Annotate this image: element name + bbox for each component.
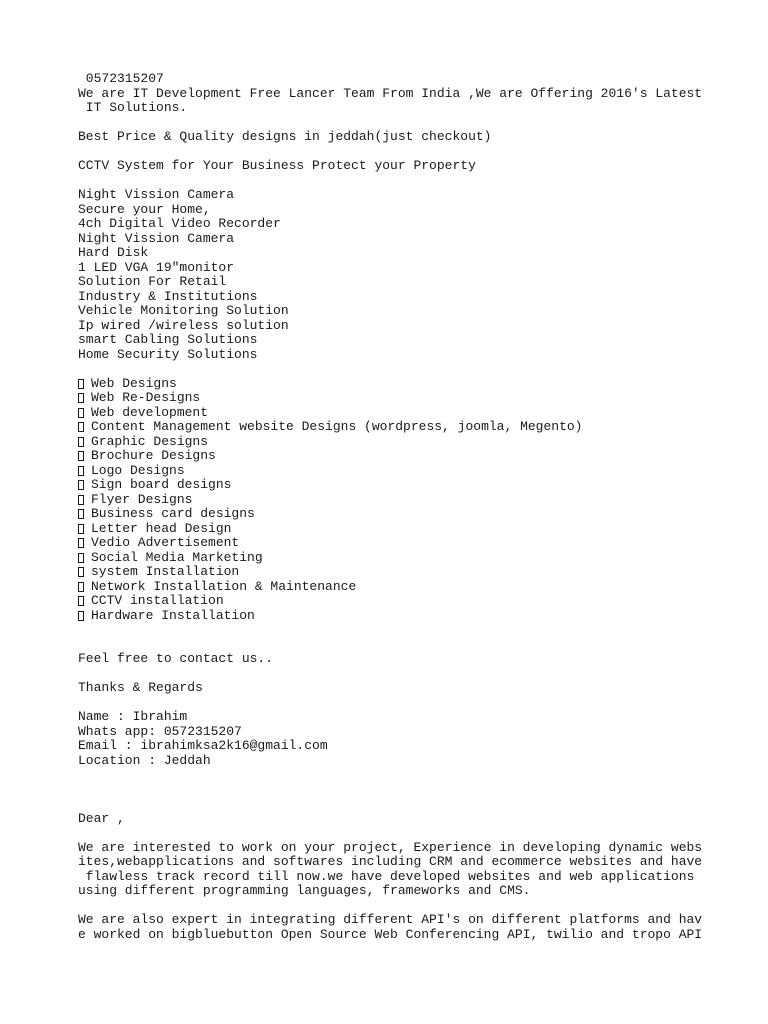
contact-name: Name : Ibrahim — [78, 709, 188, 724]
service-item: Sign board designs — [78, 478, 758, 493]
service-item: Social Media Marketing — [78, 551, 758, 566]
document-page — [78, 72, 758, 942]
checkbox-glyph-icon — [78, 466, 84, 476]
cctv-item: Night Vission Camera — [78, 187, 235, 202]
checkbox-glyph-icon — [78, 509, 84, 519]
service-item: system Installation — [78, 565, 758, 580]
service-item: CCTV installation — [78, 594, 758, 609]
service-item: Network Installation & Maintenance — [78, 580, 758, 595]
service-item: Web development — [78, 406, 758, 421]
service-item: Logo Designs — [78, 464, 758, 479]
checkbox-glyph-icon — [78, 480, 84, 490]
checkbox-glyph-icon — [78, 596, 84, 606]
intro-line-2: IT Solutions. — [78, 100, 188, 115]
checkbox-glyph-icon — [78, 437, 84, 447]
paragraph-line: We are interested to work on your project, Experience in developing dynamic webs — [78, 839, 703, 855]
paragraph-line: We are also expert in integrating different API's on different platforms and hav — [78, 912, 703, 927]
regards: Thanks & Regards — [78, 680, 203, 695]
service-item: Vedio Advertisement — [78, 536, 758, 551]
tagline: Best Price & Quality designs in jeddah(just checkout) — [78, 129, 492, 144]
cctv-item: Vehicle Monitoring Solution — [78, 303, 289, 318]
cctv-item: Night Vission Camera — [78, 230, 235, 246]
cctv-item: Secure your Home, — [78, 201, 211, 217]
checkbox-glyph-icon — [78, 524, 84, 534]
phone-number: 0572315207 — [78, 71, 164, 86]
cctv-item: Home Security Solutions — [78, 346, 258, 362]
cctv-heading: CCTV System for Your Business Protect your Property — [78, 158, 476, 173]
service-item: Letter head Design — [78, 522, 758, 537]
cctv-item: smart Cabling Solutions — [78, 332, 258, 347]
contact-email: Email : ibrahimksa2k16@gmail.com — [78, 738, 328, 753]
checkbox-glyph-icon — [78, 553, 84, 563]
service-item: Brochure Designs — [78, 449, 758, 464]
letter-paragraph-1 — [78, 841, 758, 899]
paragraph-line: using different programming languages, frameworks and CMS. — [78, 883, 531, 898]
cctv-item: Hard Disk — [78, 245, 149, 260]
paragraph-line: e worked on bigbluebutton Open Source Web Conferencing API, twilio and tropo API — [78, 926, 703, 942]
paragraph-line: ites,webapplications and softwares including CRM and ecommerce websites and have — [78, 854, 703, 869]
checkbox-glyph-icon — [78, 538, 84, 548]
checkbox-glyph-icon — [78, 422, 84, 432]
checkbox-glyph-icon — [78, 567, 84, 577]
letter-paragraph-2 — [78, 913, 758, 942]
service-item: Flyer Designs — [78, 493, 758, 508]
cctv-item: Industry & Institutions — [78, 288, 258, 304]
service-item: Content Management website Designs (wordpress, joomla, Megento) — [78, 420, 758, 435]
contact-invitation: Feel free to contact us.. — [78, 651, 274, 666]
intro-line-1: We are IT Development Free Lancer Team From India ,We are Offering 2016's Latest — [78, 85, 703, 101]
service-item: Graphic Designs — [78, 435, 758, 450]
contact-whatsapp: Whats app: 0572315207 — [78, 723, 242, 739]
cctv-item: 1 LED VGA 19"monitor — [78, 259, 235, 275]
checkbox-glyph-icon — [78, 495, 84, 505]
checkbox-glyph-icon — [78, 451, 84, 461]
cctv-item: Solution For Retail — [78, 274, 227, 289]
checkbox-glyph-icon — [78, 393, 84, 403]
cctv-item: Ip wired /wireless solution — [78, 317, 289, 333]
service-item: Business card designs — [78, 507, 758, 522]
contact-location: Location : Jeddah — [78, 752, 211, 768]
checkbox-glyph-icon — [78, 611, 84, 621]
checkbox-glyph-icon — [78, 379, 84, 389]
checkbox-glyph-icon — [78, 582, 84, 592]
service-item: Hardware Installation — [78, 609, 758, 624]
checkbox-glyph-icon — [78, 408, 84, 418]
service-item: Web Designs — [78, 377, 758, 392]
cctv-item: 4ch Digital Video Recorder — [78, 216, 281, 231]
service-item: Web Re-Designs — [78, 391, 758, 406]
cctv-list — [78, 188, 758, 362]
services-list — [78, 377, 758, 624]
letter-salutation: Dear , — [78, 810, 125, 826]
paragraph-line: flawless track record till now.we have developed websites and web applications — [78, 868, 695, 884]
